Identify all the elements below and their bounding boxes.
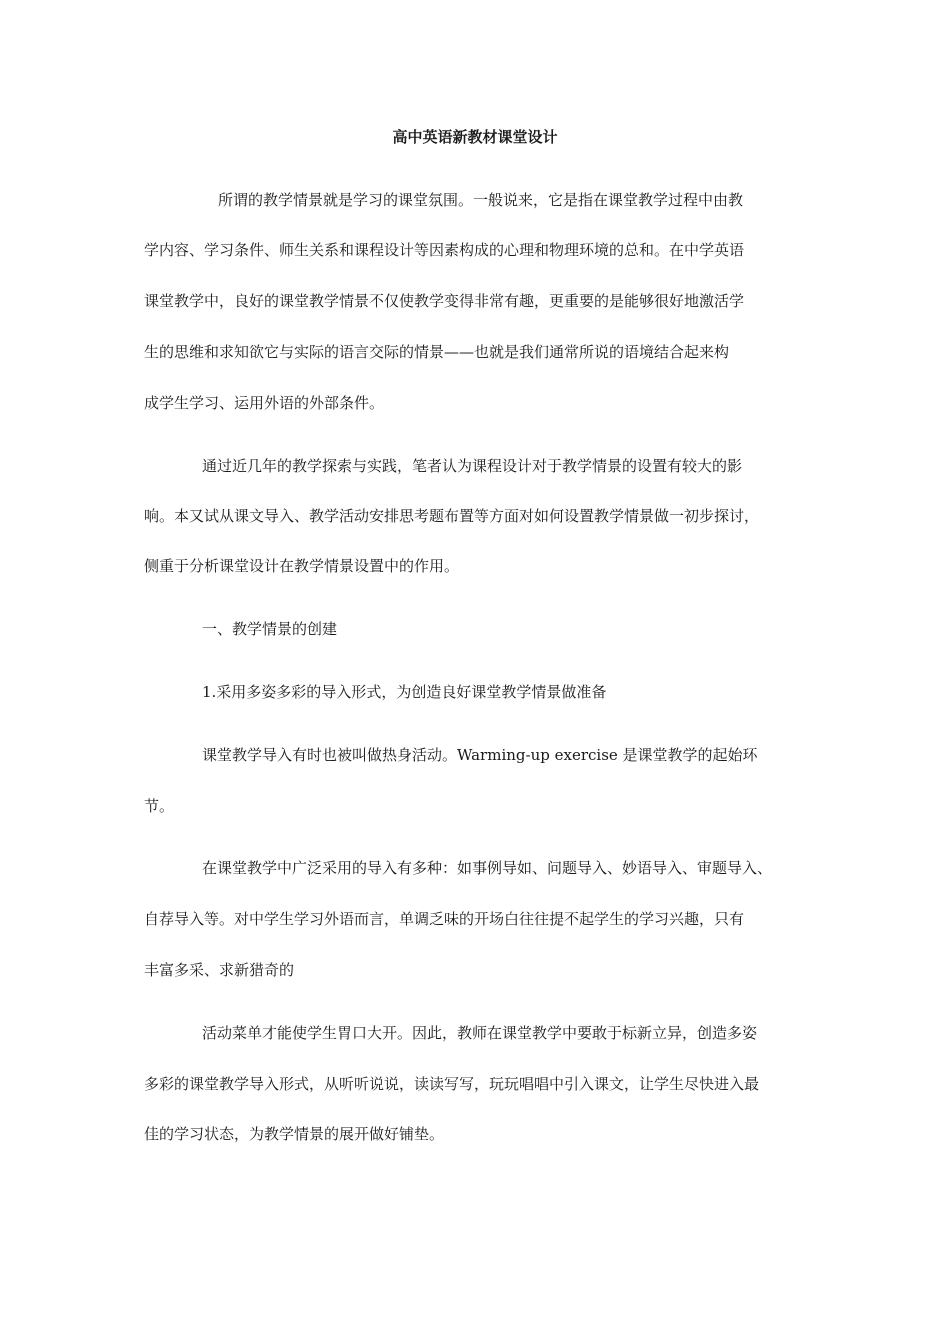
- paragraph-2-line-1: 通过近几年的教学探索与实践，笔者认为课程设计对于教学情景的设置有较大的影: [202, 457, 743, 475]
- subheading-1: 1.采用多姿多彩的导入形式，为创造良好课堂教学情景做准备: [202, 683, 607, 701]
- paragraph-5-line-1: 活动菜单才能使学生胃口大开。因此，教师在课堂教学中要敢于标新立异，创造多姿: [202, 1024, 758, 1042]
- paragraph-2-line-3: 侧重于分析课堂设计在教学情景设置中的作用。: [144, 557, 460, 575]
- paragraph-5-line-3: 佳的学习状态，为教学情景的展开做好铺垫。: [144, 1125, 445, 1143]
- paragraph-3-line-2: 节。: [144, 797, 175, 815]
- paragraph-5-line-2: 多彩的课堂教学导入形式，从听听说说，读读写写，玩玩唱唱中引入课文，让学生尽快进入最: [144, 1075, 760, 1093]
- paragraph-1-line-5: 成学生学习、运用外语的外部条件。: [144, 394, 385, 412]
- document-title: 高中英语新教材课堂设计: [392, 128, 558, 146]
- paragraph-1-line-3: 课堂教学中，良好的课堂教学情景不仅使教学变得非常有趣，更重要的是能够很好地激活学: [144, 292, 745, 310]
- paragraph-4-line-3: 丰富多采、求新猎奇的: [144, 961, 295, 979]
- paragraph-3-line-1: 课堂教学导入有时也被叫做热身活动。Warming-up exercise 是课堂教学的起始环: [202, 746, 758, 764]
- paragraph-1-line-4: 生的思维和求知欲它与实际的语言交际的情景——也就是我们通常所说的语境结合起来构: [144, 343, 730, 361]
- paragraph-1-line-1: 所谓的教学情景就是学习的课堂氛围。一般说来，它是指在课堂教学过程中由教: [218, 191, 744, 209]
- paragraph-2-line-2: 响。本又试从课文导入、教学活动安排思考题布置等方面对如何设置教学情景做一初步探讨，: [144, 507, 760, 525]
- paragraph-4-line-1: 在课堂教学中广泛采用的导入有多种：如事例导如、问题导入、妙语导入、审题导入、: [202, 859, 773, 877]
- paragraph-1-line-2: 学内容、学习条件、师生关系和课程设计等因素构成的心理和物理环境的总和。在中学英语: [144, 241, 745, 259]
- paragraph-4-line-2: 自荐导入等。对中学生学习外语而言，单调乏味的开场白往往提不起学生的学习兴趣，只有: [144, 910, 745, 928]
- section-heading-1: 一、教学情景的创建: [202, 620, 338, 638]
